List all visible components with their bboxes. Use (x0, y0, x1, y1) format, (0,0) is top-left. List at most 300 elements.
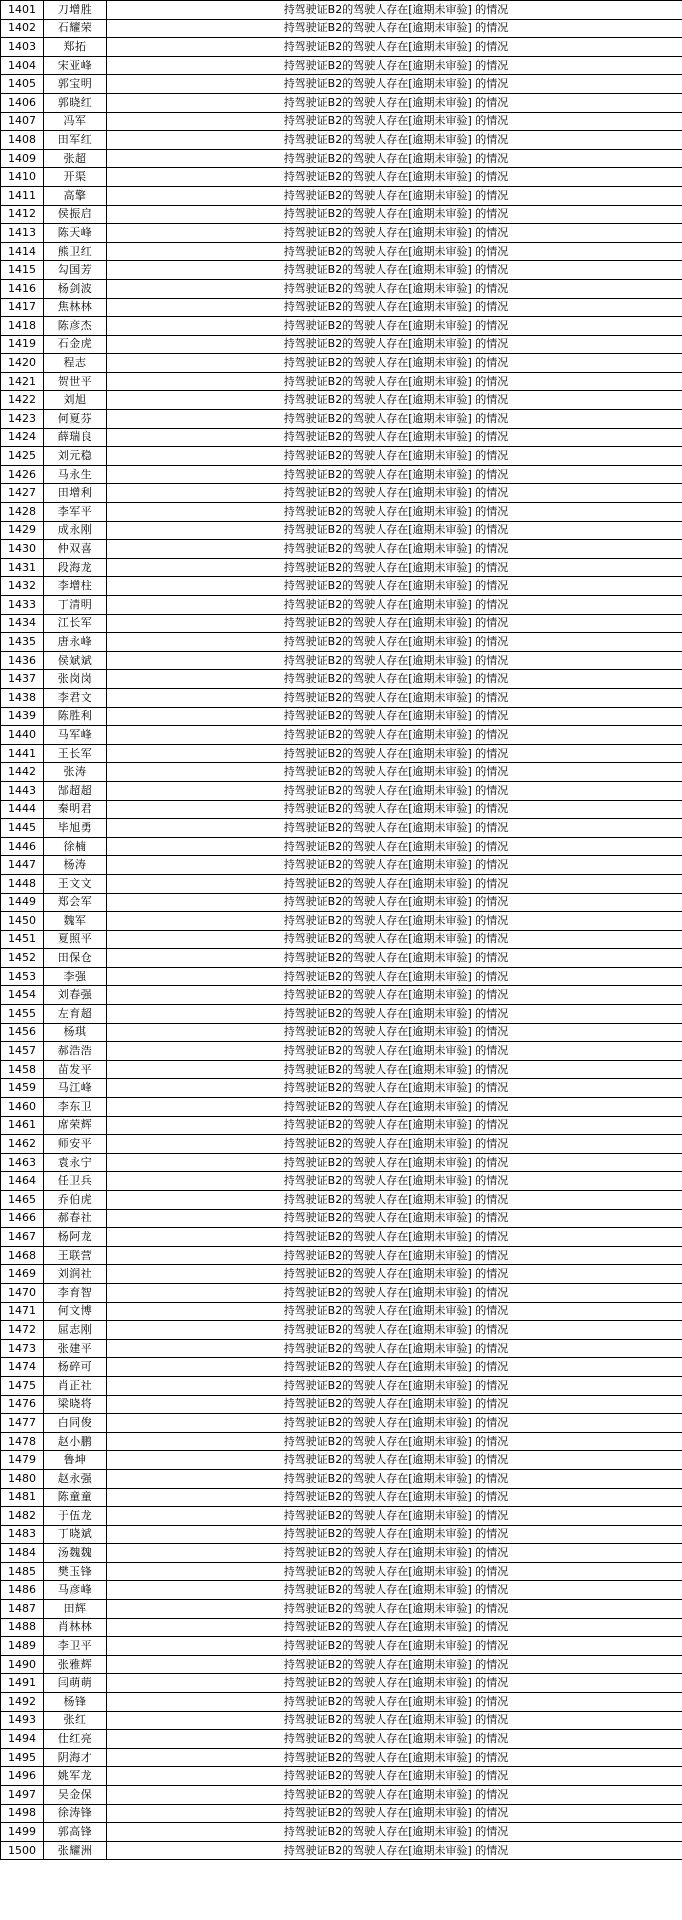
row-id-cell: 1478 (1, 1432, 44, 1451)
row-description-cell (107, 1023, 682, 1042)
row-description-text: 持驾驶证B2的驾驶人存在[逾期未审验] 的情况 (283, 858, 509, 872)
table-row (1, 856, 682, 875)
row-name-cell: 张建平 (44, 1339, 107, 1358)
table-row (1, 1, 682, 20)
row-name-cell: 姚军龙 (44, 1767, 107, 1786)
row-description-cell (107, 1618, 682, 1637)
row-description-text: 持驾驶证B2的驾驶人存在[逾期未审验] 的情况 (283, 746, 509, 760)
row-name-cell: 席荣辉 (44, 1116, 107, 1135)
table-row (1, 1042, 682, 1061)
table-row (1, 1562, 682, 1581)
row-name-cell: 郑会军 (44, 893, 107, 912)
row-description-cell (107, 1, 682, 20)
row-description-text: 持驾驶证B2的驾驶人存在[逾期未审验] 的情况 (283, 95, 509, 109)
row-description-text: 持驾驶证B2的驾驶人存在[逾期未审验] 的情况 (283, 1750, 509, 1764)
row-name-cell: 张雅辉 (44, 1655, 107, 1674)
row-id-cell: 1420 (1, 354, 44, 373)
row-description-text: 持驾驶证B2的驾驶人存在[逾期未审验] 的情况 (283, 1267, 509, 1281)
table-row (1, 1023, 682, 1042)
row-description-text: 持驾驶证B2的驾驶人存在[逾期未审验] 的情况 (283, 653, 509, 667)
row-description-cell (107, 1376, 682, 1395)
row-name-cell: 樊玉锋 (44, 1562, 107, 1581)
row-name-cell: 田增利 (44, 484, 107, 503)
row-name-cell: 唐永峰 (44, 633, 107, 652)
table-row (1, 335, 682, 354)
table-row (1, 1600, 682, 1619)
table-row (1, 447, 682, 466)
row-id-cell: 1403 (1, 38, 44, 57)
row-description-cell (107, 856, 682, 875)
table-row (1, 484, 682, 503)
row-id-cell: 1435 (1, 633, 44, 652)
row-id-cell: 1458 (1, 1060, 44, 1079)
row-description-text: 持驾驶证B2的驾驶人存在[逾期未审验] 的情况 (283, 709, 509, 723)
row-description-cell (107, 1098, 682, 1117)
row-id-cell: 1452 (1, 949, 44, 968)
row-description-text: 持驾驶证B2的驾驶人存在[逾期未审验] 的情况 (283, 597, 509, 611)
row-name-cell: 田军红 (44, 131, 107, 150)
row-id-cell: 1497 (1, 1786, 44, 1805)
row-id-cell: 1473 (1, 1339, 44, 1358)
row-description-text: 持驾驶证B2的驾驶人存在[逾期未审验] 的情况 (283, 1639, 509, 1653)
row-id-cell: 1431 (1, 558, 44, 577)
table-row (1, 781, 682, 800)
row-name-cell: 李军平 (44, 503, 107, 522)
row-name-cell: 郝春社 (44, 1209, 107, 1228)
table-row (1, 1228, 682, 1247)
row-name-cell: 师安平 (44, 1135, 107, 1154)
row-name-cell: 李卫平 (44, 1637, 107, 1656)
row-id-cell: 1491 (1, 1674, 44, 1693)
row-description-text: 持驾驶证B2的驾驶人存在[逾期未审验] 的情况 (283, 1081, 509, 1095)
table-row (1, 1823, 682, 1842)
row-id-cell: 1483 (1, 1525, 44, 1544)
table-row (1, 651, 682, 670)
table-row (1, 1376, 682, 1395)
row-name-cell: 勾国芳 (44, 261, 107, 280)
table-row (1, 1767, 682, 1786)
table-row (1, 1841, 682, 1860)
table-row (1, 1079, 682, 1098)
row-id-cell: 1472 (1, 1321, 44, 1340)
row-id-cell: 1444 (1, 800, 44, 819)
row-description-cell (107, 726, 682, 745)
row-description-cell (107, 986, 682, 1005)
row-name-cell: 田保仓 (44, 949, 107, 968)
row-name-cell: 江长军 (44, 614, 107, 633)
row-name-cell: 侯斌斌 (44, 651, 107, 670)
row-id-cell: 1414 (1, 242, 44, 261)
row-description-text: 持驾驶证B2的驾驶人存在[逾期未审验] 的情况 (283, 523, 509, 537)
row-id-cell: 1462 (1, 1135, 44, 1154)
row-description-text: 持驾驶证B2的驾驶人存在[逾期未审验] 的情况 (283, 1322, 509, 1336)
row-description-cell (107, 800, 682, 819)
row-id-cell: 1424 (1, 428, 44, 447)
row-description-cell (107, 1804, 682, 1823)
row-id-cell: 1486 (1, 1581, 44, 1600)
row-name-cell: 高擎 (44, 186, 107, 205)
table-row (1, 428, 682, 447)
row-description-text: 持驾驶证B2的驾驶人存在[逾期未审验] 的情况 (283, 1824, 509, 1838)
row-id-cell: 1500 (1, 1841, 44, 1860)
table-row (1, 410, 682, 429)
row-name-cell: 赵小鹏 (44, 1432, 107, 1451)
row-name-cell: 左育超 (44, 1005, 107, 1024)
row-description-text: 持驾驶证B2的驾驶人存在[逾期未审验] 的情况 (283, 337, 509, 351)
row-id-cell: 1498 (1, 1804, 44, 1823)
row-id-cell: 1446 (1, 837, 44, 856)
table-row (1, 1674, 682, 1693)
row-description-text: 持驾驶证B2的驾驶人存在[逾期未审验] 的情况 (283, 1211, 509, 1225)
row-description-cell (107, 558, 682, 577)
row-name-cell: 开渠 (44, 168, 107, 187)
row-name-cell: 魏军 (44, 912, 107, 931)
row-id-cell: 1485 (1, 1562, 44, 1581)
row-description-cell (107, 1432, 682, 1451)
row-description-text: 持驾驶证B2的驾驶人存在[逾期未审验] 的情况 (283, 634, 509, 648)
row-description-cell (107, 688, 682, 707)
row-id-cell: 1490 (1, 1655, 44, 1674)
row-id-cell: 1460 (1, 1098, 44, 1117)
row-description-text: 持驾驶证B2的驾驶人存在[逾期未审验] 的情况 (283, 1583, 509, 1597)
row-id-cell: 1454 (1, 986, 44, 1005)
row-description-text: 持驾驶证B2的驾驶人存在[逾期未审验] 的情况 (283, 1025, 509, 1039)
row-description-cell (107, 1153, 682, 1172)
row-id-cell: 1482 (1, 1507, 44, 1526)
row-name-cell: 李君文 (44, 688, 107, 707)
row-description-text: 持驾驶证B2的驾驶人存在[逾期未审验] 的情况 (283, 356, 509, 370)
row-id-cell: 1437 (1, 670, 44, 689)
row-name-cell: 郜超超 (44, 781, 107, 800)
row-description-cell (107, 1395, 682, 1414)
row-description-cell (107, 1265, 682, 1284)
row-description-text: 持驾驶证B2的驾驶人存在[逾期未审验] 的情况 (283, 1044, 509, 1058)
row-description-text: 持驾驶证B2的驾驶人存在[逾期未审验] 的情况 (283, 467, 509, 481)
row-id-cell: 1417 (1, 298, 44, 317)
row-description-text: 持驾驶证B2的驾驶人存在[逾期未审验] 的情况 (283, 1694, 509, 1708)
row-description-text: 持驾驶证B2的驾驶人存在[逾期未审验] 的情况 (283, 1471, 509, 1485)
row-description-text: 持驾驶证B2的驾驶人存在[逾期未审验] 的情况 (283, 1360, 509, 1374)
row-name-cell: 刀增胜 (44, 1, 107, 20)
row-description-text: 持驾驶证B2的驾驶人存在[逾期未审验] 的情况 (283, 1397, 509, 1411)
row-name-cell: 马永生 (44, 465, 107, 484)
row-name-cell: 杨琪 (44, 1023, 107, 1042)
row-description-text: 持驾驶证B2的驾驶人存在[逾期未审验] 的情况 (283, 988, 509, 1002)
table-row (1, 540, 682, 559)
row-id-cell: 1430 (1, 540, 44, 559)
row-description-cell (107, 261, 682, 280)
row-id-cell: 1418 (1, 317, 44, 336)
row-description-cell (107, 744, 682, 763)
row-description-text: 持驾驶证B2的驾驶人存在[逾期未审验] 的情况 (283, 802, 509, 816)
table-row (1, 1525, 682, 1544)
table-row (1, 874, 682, 893)
row-description-text: 持驾驶证B2的驾驶人存在[逾期未审验] 的情况 (283, 281, 509, 295)
table-row (1, 372, 682, 391)
row-description-text: 持驾驶证B2的驾驶人存在[逾期未审验] 的情况 (283, 207, 509, 221)
table-row (1, 93, 682, 112)
table-row (1, 1544, 682, 1563)
row-description-text: 持驾驶证B2的驾驶人存在[逾期未审验] 的情况 (283, 690, 509, 704)
table-row (1, 1469, 682, 1488)
row-description-text: 持驾驶证B2的驾驶人存在[逾期未审验] 的情况 (283, 783, 509, 797)
row-description-cell (107, 912, 682, 931)
table-row (1, 168, 682, 187)
row-id-cell: 1453 (1, 967, 44, 986)
row-id-cell: 1429 (1, 521, 44, 540)
row-description-cell (107, 633, 682, 652)
row-description-cell (107, 1786, 682, 1805)
table-row (1, 1321, 682, 1340)
row-description-text: 持驾驶证B2的驾驶人存在[逾期未审验] 的情况 (283, 1099, 509, 1113)
row-description-text: 持驾驶证B2的驾驶人存在[逾期未审验] 的情况 (283, 1434, 509, 1448)
table-row (1, 633, 682, 652)
row-description-text: 持驾驶证B2的驾驶人存在[逾期未审验] 的情况 (283, 969, 509, 983)
row-description-text: 持驾驶证B2的驾驶人存在[逾期未审验] 的情况 (283, 225, 509, 239)
row-name-cell: 王联营 (44, 1246, 107, 1265)
row-description-cell (107, 1228, 682, 1247)
row-description-cell (107, 112, 682, 131)
row-name-cell: 袁永宁 (44, 1153, 107, 1172)
row-description-cell (107, 707, 682, 726)
row-id-cell: 1443 (1, 781, 44, 800)
row-id-cell: 1423 (1, 410, 44, 429)
row-description-cell (107, 763, 682, 782)
table-row (1, 1358, 682, 1377)
row-description-text: 持驾驶证B2的驾驶人存在[逾期未审验] 的情况 (283, 672, 509, 686)
row-description-cell (107, 1302, 682, 1321)
row-id-cell: 1411 (1, 186, 44, 205)
row-description-text: 持驾驶证B2的驾驶人存在[逾期未审验] 的情况 (283, 411, 509, 425)
row-id-cell: 1439 (1, 707, 44, 726)
row-description-text: 持驾驶证B2的驾驶人存在[逾期未审验] 的情况 (283, 1341, 509, 1355)
table-row (1, 1786, 682, 1805)
row-name-cell: 秦明君 (44, 800, 107, 819)
row-name-cell: 杨锋 (44, 1693, 107, 1712)
row-description-cell (107, 1655, 682, 1674)
table-row (1, 707, 682, 726)
row-name-cell: 宋亚峰 (44, 56, 107, 75)
row-description-cell (107, 540, 682, 559)
row-description-text: 持驾驶证B2的驾驶人存在[逾期未审验] 的情况 (283, 430, 509, 444)
table-row (1, 577, 682, 596)
row-name-cell: 陈童童 (44, 1488, 107, 1507)
row-description-cell (107, 1748, 682, 1767)
table-row (1, 503, 682, 522)
row-name-cell: 赵永强 (44, 1469, 107, 1488)
row-name-cell: 刘元稳 (44, 447, 107, 466)
row-name-cell: 任卫兵 (44, 1172, 107, 1191)
row-id-cell: 1488 (1, 1618, 44, 1637)
row-id-cell: 1441 (1, 744, 44, 763)
table-row (1, 1507, 682, 1526)
row-name-cell: 梁晓将 (44, 1395, 107, 1414)
row-id-cell: 1415 (1, 261, 44, 280)
row-description-text: 持驾驶证B2的驾驶人存在[逾期未审验] 的情况 (283, 263, 509, 277)
row-description-cell (107, 186, 682, 205)
row-description-cell (107, 967, 682, 986)
table-row (1, 1655, 682, 1674)
row-description-text: 持驾驶证B2的驾驶人存在[逾期未审验] 的情况 (283, 1453, 509, 1467)
row-description-text: 持驾驶证B2的驾驶人存在[逾期未审验] 的情况 (283, 913, 509, 927)
row-description-cell (107, 149, 682, 168)
row-id-cell: 1438 (1, 688, 44, 707)
row-name-cell: 张涛 (44, 763, 107, 782)
row-id-cell: 1479 (1, 1451, 44, 1470)
table-row (1, 986, 682, 1005)
row-description-text: 持驾驶证B2的驾驶人存在[逾期未审验] 的情况 (283, 1155, 509, 1169)
row-description-cell (107, 1079, 682, 1098)
row-description-text: 持驾驶证B2的驾驶人存在[逾期未审验] 的情况 (283, 1657, 509, 1671)
row-name-cell: 张耀洲 (44, 1841, 107, 1860)
table-row (1, 1414, 682, 1433)
row-description-cell (107, 242, 682, 261)
row-description-cell (107, 19, 682, 38)
row-name-cell: 成永刚 (44, 521, 107, 540)
table-row (1, 224, 682, 243)
table-row (1, 1135, 682, 1154)
row-id-cell: 1451 (1, 930, 44, 949)
row-name-cell: 杨剑波 (44, 279, 107, 298)
row-description-cell (107, 1562, 682, 1581)
table-row (1, 112, 682, 131)
row-description-text: 持驾驶证B2的驾驶人存在[逾期未审验] 的情况 (283, 21, 509, 35)
table-row (1, 1172, 682, 1191)
row-id-cell: 1476 (1, 1395, 44, 1414)
row-id-cell: 1463 (1, 1153, 44, 1172)
table-row (1, 1637, 682, 1656)
row-description-cell (107, 1414, 682, 1433)
row-description-cell (107, 1544, 682, 1563)
row-description-text: 持驾驶证B2的驾驶人存在[逾期未审验] 的情况 (283, 318, 509, 332)
row-id-cell: 1422 (1, 391, 44, 410)
row-description-text: 持驾驶证B2的驾驶人存在[逾期未审验] 的情况 (283, 374, 509, 388)
row-description-text: 持驾驶证B2的驾驶人存在[逾期未审验] 的情况 (283, 1713, 509, 1727)
table-row (1, 465, 682, 484)
row-description-cell (107, 1525, 682, 1544)
row-description-text: 持驾驶证B2的驾驶人存在[逾期未审验] 的情况 (283, 1174, 509, 1188)
table-row (1, 688, 682, 707)
row-description-text: 持驾驶证B2的驾驶人存在[逾期未审验] 的情况 (283, 951, 509, 965)
row-name-cell: 鲁坤 (44, 1451, 107, 1470)
row-description-cell (107, 874, 682, 893)
table-row (1, 1618, 682, 1637)
table-row (1, 744, 682, 763)
table-row (1, 1488, 682, 1507)
row-name-cell: 乔伯虎 (44, 1191, 107, 1210)
row-description-cell (107, 1191, 682, 1210)
row-name-cell: 薛瑞良 (44, 428, 107, 447)
row-id-cell: 1427 (1, 484, 44, 503)
row-description-text: 持驾驶证B2的驾驶人存在[逾期未审验] 的情况 (283, 39, 509, 53)
row-description-cell (107, 1581, 682, 1600)
row-description-text: 持驾驶证B2的驾驶人存在[逾期未审验] 的情况 (283, 1843, 509, 1857)
row-description-cell (107, 1339, 682, 1358)
row-name-cell: 杨涛 (44, 856, 107, 875)
table-row (1, 75, 682, 94)
row-description-text: 持驾驶证B2的驾驶人存在[逾期未审验] 的情况 (283, 1137, 509, 1151)
row-name-cell: 毕旭勇 (44, 819, 107, 838)
table-row (1, 1748, 682, 1767)
table-row (1, 205, 682, 224)
row-description-text: 持驾驶证B2的驾驶人存在[逾期未审验] 的情况 (283, 114, 509, 128)
row-name-cell: 李育智 (44, 1283, 107, 1302)
row-id-cell: 1470 (1, 1283, 44, 1302)
row-description-cell (107, 38, 682, 57)
row-id-cell: 1406 (1, 93, 44, 112)
row-name-cell: 陈胜利 (44, 707, 107, 726)
table-row (1, 521, 682, 540)
row-description-text: 持驾驶证B2的驾驶人存在[逾期未审验] 的情况 (283, 1676, 509, 1690)
table-row (1, 242, 682, 261)
table-row (1, 893, 682, 912)
row-name-cell: 冯军 (44, 112, 107, 131)
row-id-cell: 1428 (1, 503, 44, 522)
row-description-text: 持驾驶证B2的驾驶人存在[逾期未审验] 的情况 (283, 393, 509, 407)
row-description-cell (107, 893, 682, 912)
row-id-cell: 1413 (1, 224, 44, 243)
row-name-cell: 陈天峰 (44, 224, 107, 243)
row-description-text: 持驾驶证B2的驾驶人存在[逾期未审验] 的情况 (283, 504, 509, 518)
row-description-cell (107, 1767, 682, 1786)
row-name-cell: 丁清明 (44, 596, 107, 615)
row-id-cell: 1481 (1, 1488, 44, 1507)
row-description-text: 持驾驶证B2的驾驶人存在[逾期未审验] 的情况 (283, 1248, 509, 1262)
table-row (1, 967, 682, 986)
row-description-cell (107, 1005, 682, 1024)
row-description-cell (107, 1488, 682, 1507)
row-description-cell (107, 651, 682, 670)
row-description-cell (107, 1135, 682, 1154)
row-description-text: 持驾驶证B2的驾驶人存在[逾期未审验] 的情况 (283, 1378, 509, 1392)
row-description-cell (107, 1116, 682, 1135)
table-row (1, 1730, 682, 1749)
row-description-text: 持驾驶证B2的驾驶人存在[逾期未审验] 的情况 (283, 1732, 509, 1746)
table-row (1, 131, 682, 150)
row-id-cell: 1434 (1, 614, 44, 633)
table-row (1, 1060, 682, 1079)
table-row (1, 1098, 682, 1117)
row-description-cell (107, 317, 682, 336)
row-id-cell: 1440 (1, 726, 44, 745)
row-id-cell: 1489 (1, 1637, 44, 1656)
row-description-text: 持驾驶证B2的驾驶人存在[逾期未审验] 的情况 (283, 2, 509, 16)
row-name-cell: 段海龙 (44, 558, 107, 577)
row-id-cell: 1493 (1, 1711, 44, 1730)
row-description-cell (107, 205, 682, 224)
row-id-cell: 1480 (1, 1469, 44, 1488)
table-row (1, 1209, 682, 1228)
table-row (1, 670, 682, 689)
row-description-cell (107, 168, 682, 187)
table-row (1, 763, 682, 782)
table-row (1, 1246, 682, 1265)
row-description-text: 持驾驶证B2的驾驶人存在[逾期未审验] 的情况 (283, 1620, 509, 1634)
row-description-cell (107, 410, 682, 429)
row-name-cell: 仕红亮 (44, 1730, 107, 1749)
table-row (1, 837, 682, 856)
row-description-cell (107, 1246, 682, 1265)
row-id-cell: 1457 (1, 1042, 44, 1061)
row-description-text: 持驾驶证B2的驾驶人存在[逾期未审验] 的情况 (283, 560, 509, 574)
row-description-cell (107, 930, 682, 949)
row-description-cell (107, 391, 682, 410)
row-id-cell: 1405 (1, 75, 44, 94)
row-id-cell: 1474 (1, 1358, 44, 1377)
row-description-text: 持驾驶证B2的驾驶人存在[逾期未审验] 的情况 (283, 300, 509, 314)
row-description-text: 持驾驶证B2的驾驶人存在[逾期未审验] 的情况 (283, 876, 509, 890)
table-row (1, 1693, 682, 1712)
